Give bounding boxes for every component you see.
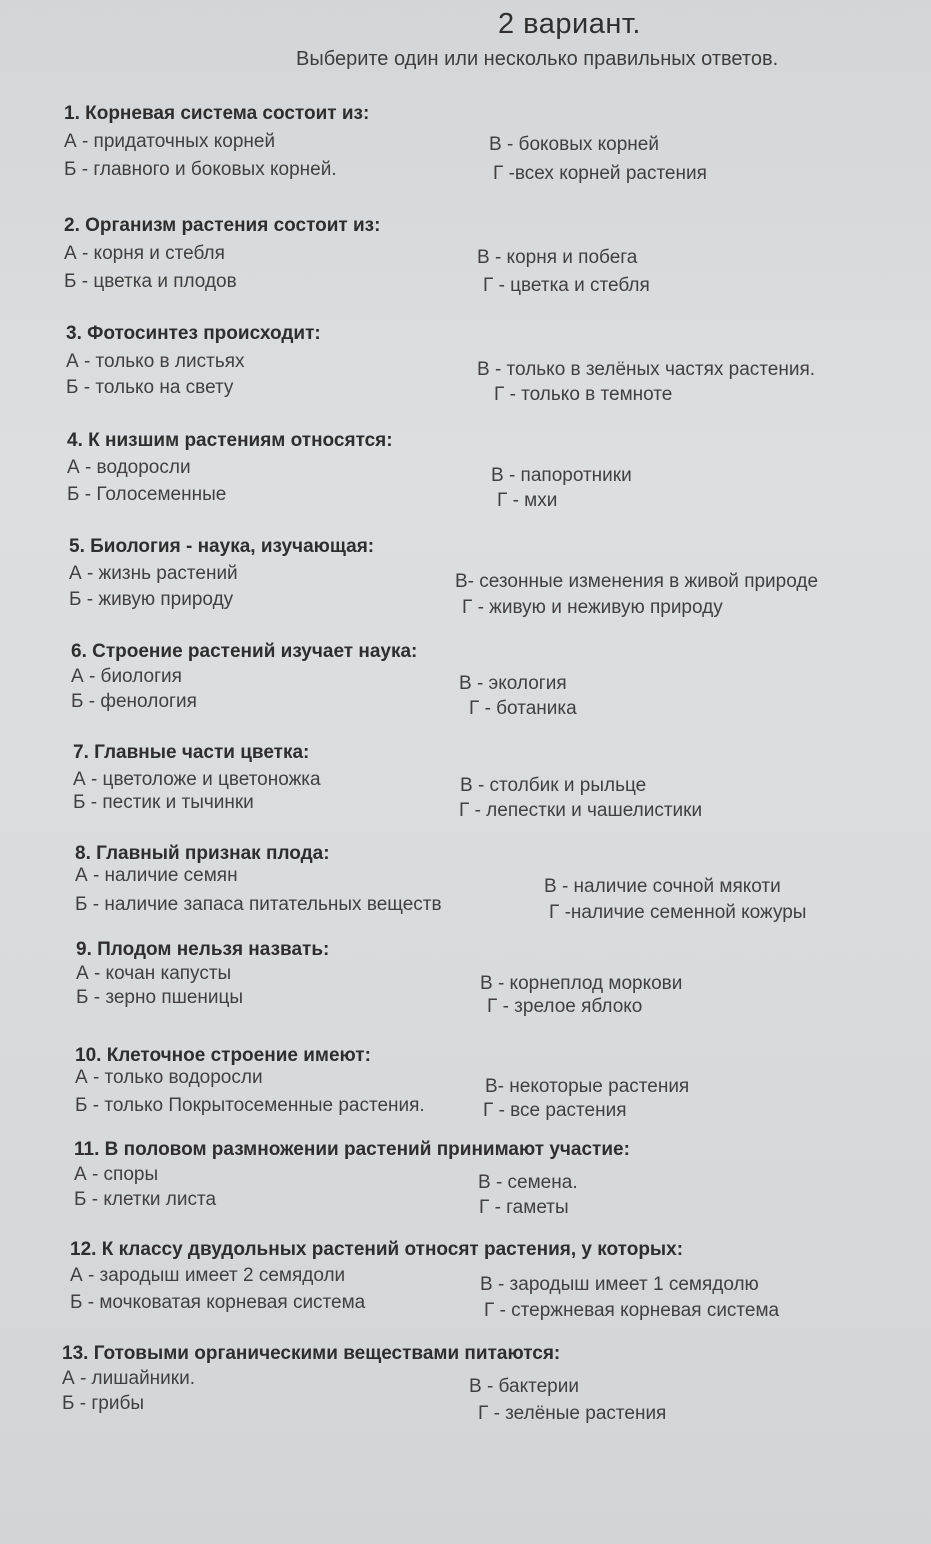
question-title: 11. В половом размножении растений принимают участие:: [74, 1139, 630, 1160]
option-g: Г -всех корней растения: [493, 163, 707, 184]
question-4: [67, 430, 931, 520]
question-8: [75, 843, 931, 933]
option-b: Б - мочковатая корневая система: [70, 1292, 366, 1313]
option-g: Г - зрелое яблоко: [487, 996, 643, 1017]
option-b: Б - Голосеменные: [67, 484, 227, 505]
option-g: Г - только в темноте: [494, 384, 673, 405]
option-a: А - только в листьях: [66, 351, 245, 372]
option-a: А - корня и стебля: [64, 243, 225, 264]
question-title: 13. Готовыми органическими веществами питаются:: [62, 1343, 561, 1364]
question-13: [62, 1343, 931, 1433]
question-2: [64, 215, 931, 305]
option-v: В - только в зелёных частях растения.: [477, 359, 816, 380]
option-a: А - водоросли: [67, 457, 191, 478]
option-b: Б - живую природу: [69, 589, 234, 610]
question-3: [66, 323, 931, 413]
question-title: 8. Главный признак плода:: [75, 843, 330, 864]
option-g: Г - лепестки и чашелистики: [459, 800, 703, 821]
option-v: В - корня и побега: [477, 247, 638, 268]
question-title: 9. Плодом нельзя назвать:: [76, 939, 330, 960]
option-a: А - наличие семян: [75, 865, 238, 886]
instruction-text: Выберите один или несколько правильных ответов.: [296, 48, 779, 70]
option-a: А - биология: [71, 666, 182, 687]
option-v: В- сезонные изменения в живой природе: [455, 571, 819, 592]
option-v: В - семена.: [478, 1172, 578, 1193]
variant-heading: 2 вариант.: [498, 8, 641, 40]
option-g: Г - все растения: [483, 1100, 627, 1121]
option-a: А - лишайники.: [62, 1368, 195, 1389]
option-g: Г - живую и неживую природу: [462, 597, 723, 618]
option-v: В - корнеплод моркови: [480, 973, 683, 994]
option-v: В - экология: [459, 673, 567, 694]
question-10: [75, 1045, 931, 1135]
question-title: 5. Биология - наука, изучающая:: [69, 536, 375, 557]
option-b: Б - наличие запаса питательных веществ: [75, 894, 442, 915]
option-b: Б - зерно пшеницы: [76, 987, 244, 1008]
option-b: Б - главного и боковых корней.: [64, 159, 337, 180]
option-a: А - только водоросли: [75, 1067, 263, 1088]
option-v: В - зародыш имеет 1 семядолю: [480, 1274, 759, 1295]
question-12: [70, 1239, 931, 1329]
option-b: Б - только Покрытосеменные растения.: [75, 1095, 425, 1116]
option-a: А - жизнь растений: [69, 563, 238, 584]
option-g: Г - ботаника: [469, 698, 577, 719]
question-1: [64, 103, 931, 193]
question-title: 1. Корневая система состоит из:: [64, 103, 370, 124]
option-v: В - столбик и рыльце: [460, 775, 647, 796]
option-v: В- некоторые растения: [485, 1076, 690, 1097]
option-b: Б - пестик и тычинки: [73, 792, 254, 813]
option-v: В - бактерии: [469, 1376, 579, 1397]
option-a: А - кочан капусты: [76, 963, 232, 984]
question-11: [74, 1139, 931, 1229]
option-a: А - цветоложе и цветоножка: [73, 769, 321, 790]
option-a: А - зародыш имеет 2 семядоли: [70, 1265, 346, 1286]
option-b: Б - грибы: [62, 1393, 145, 1414]
question-title: 3. Фотосинтез происходит:: [66, 323, 321, 344]
option-b: Б - цветка и плодов: [64, 271, 237, 292]
question-9: [76, 939, 931, 1029]
question-title: 4. К низшим растениям относятся:: [67, 430, 393, 451]
question-title: 2. Организм растения состоит из:: [64, 215, 381, 236]
option-b: Б - клетки листа: [74, 1189, 217, 1210]
option-v: В - папоротники: [491, 465, 632, 486]
option-g: Г -наличие семенной кожуры: [549, 902, 807, 923]
question-5: [69, 536, 931, 626]
question-title: 12. К классу двудольных растений относят растения, у которых:: [70, 1239, 684, 1260]
option-a: А - придаточных корней: [64, 131, 276, 152]
option-g: Г - мхи: [497, 490, 558, 511]
option-g: Г - гаметы: [479, 1197, 569, 1218]
option-v: В - наличие сочной мякоти: [544, 876, 781, 897]
option-g: Г - зелёные растения: [478, 1403, 667, 1424]
question-7: [73, 742, 931, 832]
option-g: Г - стержневая корневая система: [484, 1300, 780, 1321]
question-title: 10. Клеточное строение имеют:: [75, 1045, 371, 1066]
option-b: Б - фенология: [71, 691, 197, 712]
question-title: 7. Главные части цветка:: [73, 742, 310, 763]
question-title: 6. Строение растений изучает наука:: [71, 641, 418, 662]
option-b: Б - только на свету: [66, 377, 234, 398]
option-g: Г - цветка и стебля: [483, 275, 650, 296]
option-a: А - споры: [74, 1164, 159, 1185]
option-v: В - боковых корней: [489, 134, 659, 155]
question-6: [71, 641, 931, 731]
